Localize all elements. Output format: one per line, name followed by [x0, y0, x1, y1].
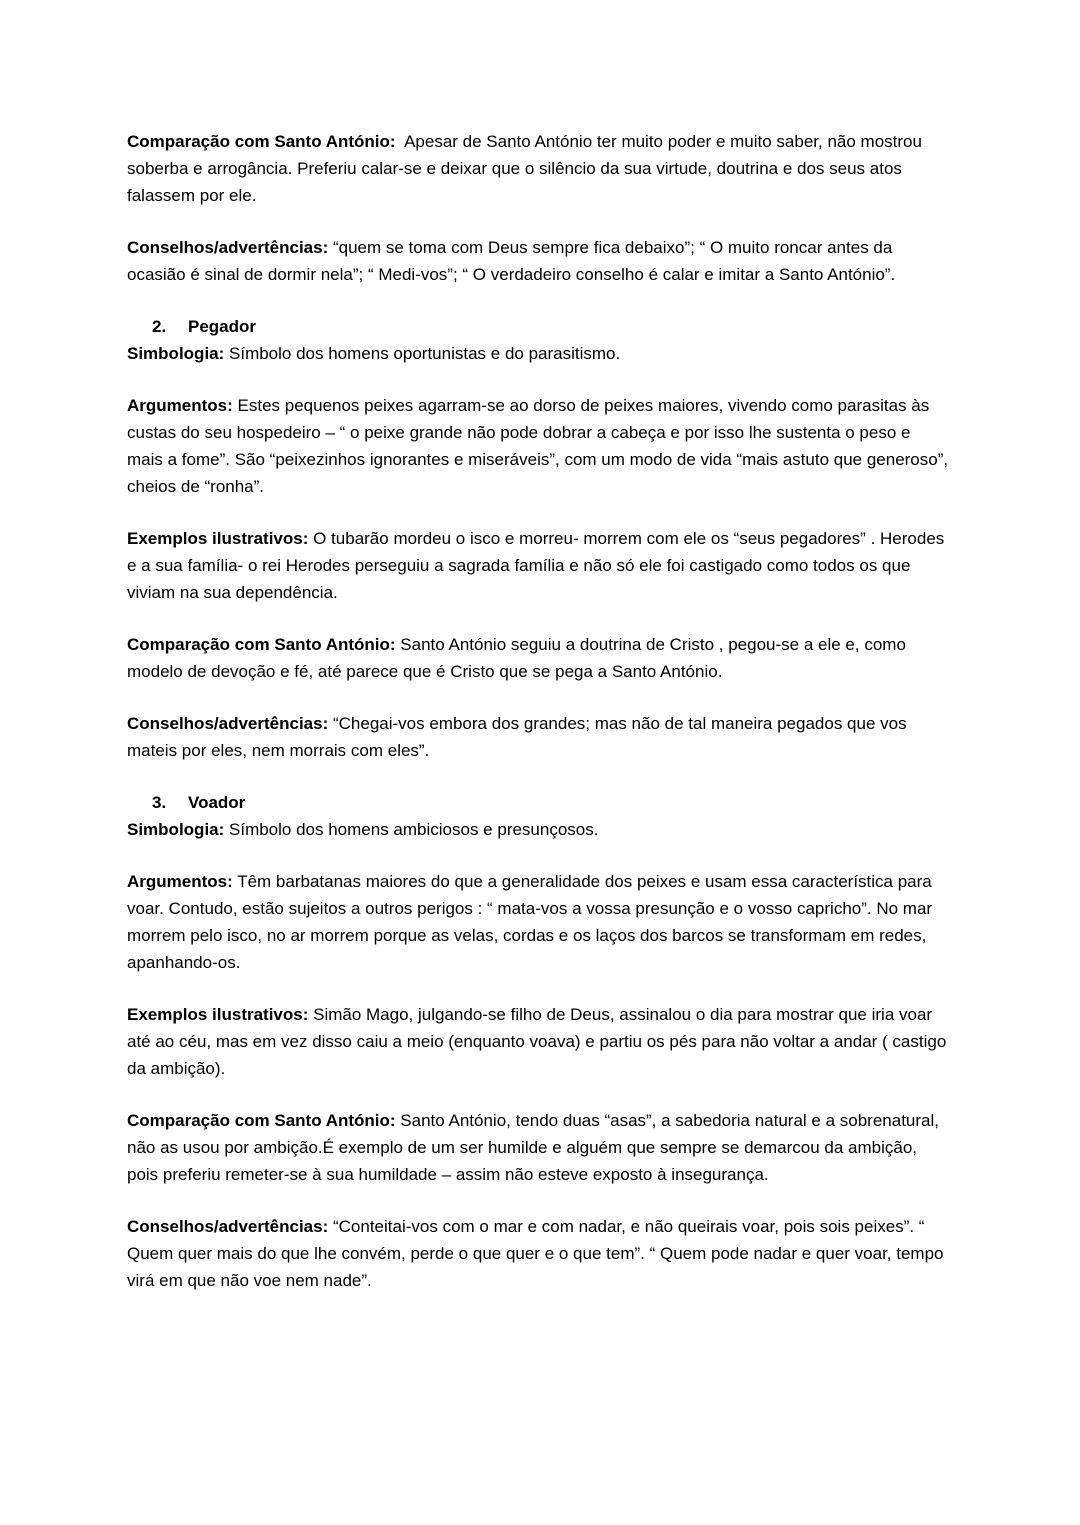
- paragraph-text: Têm barbatanas maiores do que a generalidade dos peixes e usam essa característica para voar. Contudo, estão sujeitos a outros perigos : “ mata-vos a vossa presunção e o vosso capricho”. No mar morrem pelo isco, no ar morrem porque as velas, cordas e os laços dos barcos se transformam em redes, apanhando-os.: [127, 872, 937, 972]
- paragraph-conselhos-pegador: [127, 710, 951, 764]
- heading-title: Pegador: [188, 317, 257, 336]
- paragraph-simbologia-pegador: [127, 340, 951, 367]
- paragraph-exemplos-voador: [127, 1001, 951, 1082]
- paragraph-label: Exemplos ilustrativos:: [127, 1005, 309, 1024]
- paragraph-text: Santo António, tendo duas “asas”, a sabedoria natural e a sobrenatural, não as usou por ambição.É exemplo de um ser humilde e alguém que sempre se demarcou da ambição, pois preferiu remeter-se à sua humildade – assim não esteve exposto à insegurança.: [127, 1111, 944, 1184]
- paragraph-label: Conselhos/advertências:: [127, 238, 329, 257]
- heading-number: 2.: [152, 317, 167, 336]
- paragraph-conselhos-voador: [127, 1213, 951, 1294]
- paragraph-label: Argumentos:: [127, 396, 233, 415]
- paragraph-label: Comparação com Santo António:: [127, 635, 396, 654]
- paragraph-text: “quem se toma com Deus sempre fica debaixo”; “ O muito roncar antes da ocasião é sinal de dormir nela”; “ Medi-vos”; “ O verdadeiro conselho é calar e imitar a Santo António”.: [127, 238, 898, 284]
- paragraph-label: Conselhos/advertências:: [127, 714, 329, 733]
- paragraph-label: Simbologia:: [127, 820, 225, 839]
- paragraph-exemplos-pegador: [127, 525, 951, 606]
- paragraph-comparacao-1: [127, 128, 951, 209]
- paragraph-comparacao-pegador: [127, 631, 951, 685]
- paragraph-label: Simbologia:: [127, 344, 225, 363]
- paragraph-text: Símbolo dos homens oportunistas e do parasitismo.: [224, 344, 621, 363]
- paragraph-label: Exemplos ilustrativos:: [127, 529, 309, 548]
- paragraph-label: Conselhos/advertências:: [127, 1217, 329, 1236]
- paragraph-conselhos-1: [127, 234, 951, 288]
- paragraph-text: O tubarão mordeu o isco e morreu- morrem com ele os “seus pegadores” . Herodes e a sua família- o rei Herodes perseguiu a sagrada família e não só ele foi castigado como todos os que viviam na sua dependência.: [127, 529, 950, 602]
- paragraph-text: Simão Mago, julgando-se filho de Deus, assinalou o dia para mostrar que iria voar até ao céu, mas em vez disso caiu a meio (enquanto voava) e partiu os pés para não voltar a andar ( castigo da ambição).: [127, 1005, 952, 1078]
- paragraph-text: Apesar de Santo António ter muito poder e muito saber, não mostrou soberba e arrogância. Preferiu calar-se e deixar que o silêncio da sua virtude, doutrina e dos seus atos falassem por ele.: [127, 132, 927, 205]
- paragraph-comparacao-voador: [127, 1107, 951, 1188]
- paragraph-argumentos-voador: [127, 868, 951, 976]
- paragraph-text: “Conteitai-vos com o mar e com nadar, e não queirais voar, pois sois peixes”. “ Quem quer mais do que lhe convém, perde o que quer e o que tem”. “ Quem pode nadar e quer voar, tempo virá em que não voe nem nade”.: [127, 1217, 949, 1290]
- paragraph-argumentos-pegador: [127, 392, 951, 500]
- heading-number: 3.: [152, 793, 167, 812]
- paragraph-label: Argumentos:: [127, 872, 233, 891]
- paragraph-simbologia-voador: [127, 816, 951, 843]
- section-heading-voador: [127, 789, 951, 816]
- paragraph-text: Santo António seguiu a doutrina de Cristo , pegou-se a ele e, como modelo de devoção e fé, até parece que é Cristo que se pega a Santo António.: [127, 635, 911, 681]
- paragraph-text: Estes pequenos peixes agarram-se ao dorso de peixes maiores, vivendo como parasitas às custas do seu hospedeiro – “ o peixe grande não pode dobrar a cabeça e por isso lhe sustenta o peso e mais a fome”. São “peixezinhos ignorantes e miseráveis”, com um modo de vida “mais astuto que generoso”, cheios de “ronha”.: [127, 396, 953, 496]
- heading-title: Voador: [188, 793, 246, 812]
- paragraph-label: Comparação com Santo António:: [127, 1111, 396, 1130]
- section-heading-pegador: [127, 313, 951, 340]
- paragraph-text: “Chegai-vos embora dos grandes; mas não de tal maneira pegados que vos mateis por eles, nem morrais com eles”.: [127, 714, 912, 760]
- paragraph-text: Símbolo dos homens ambiciosos e presunçosos.: [224, 820, 599, 839]
- paragraph-label: Comparação com Santo António:: [127, 132, 396, 151]
